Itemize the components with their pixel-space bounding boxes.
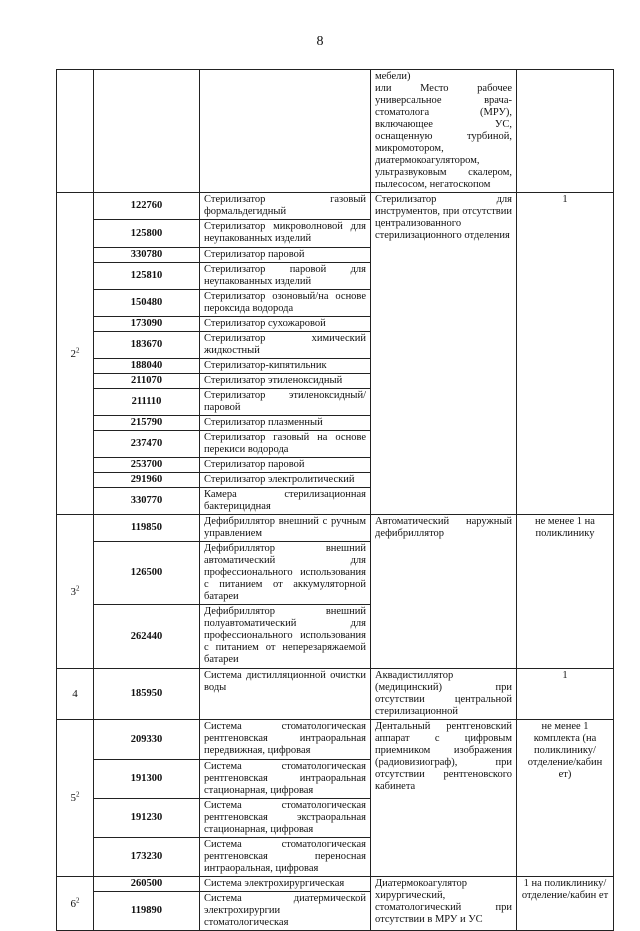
requirement-cell: Автоматический наружный дефибриллятор <box>371 515 517 669</box>
item-code: 211070 <box>94 374 200 389</box>
item-name: Стерилизатор паровой для неупакованных изделий <box>200 263 371 290</box>
item-name: Дефибриллятор внешний автоматический для профессионального использования с питанием от аккумуляторной батареи <box>200 542 371 605</box>
item-code: 215790 <box>94 416 200 431</box>
table-row <box>57 669 614 720</box>
item-name: Стерилизатор озоновый/на основе пероксида водорода <box>200 290 371 317</box>
table-row <box>57 515 614 542</box>
quantity-cell: не менее 1 на поликлинику <box>517 515 614 669</box>
quantity-cell: 1 на поликлинику/ отделение/кабин ет <box>517 877 614 931</box>
quantity-cell: не менее 1 комплекта (на поликлинику/ отделение/кабин ет) <box>517 720 614 877</box>
item-code: 119850 <box>94 515 200 542</box>
item-name: Система стоматологическая рентгеновская переносная интраоральная, цифровая <box>200 838 371 877</box>
item-code: 253700 <box>94 458 200 473</box>
name-cell <box>200 70 371 193</box>
row-number-cell <box>57 669 94 720</box>
item-code: 185950 <box>94 669 200 720</box>
row-number: 5 <box>70 792 76 804</box>
item-name: Дефибриллятор внешний полуавтоматический для профессионального использования с питанием от неперезаряжаемой батареи <box>200 605 371 669</box>
item-code: 237470 <box>94 431 200 458</box>
footnote-marker: 2 <box>76 345 80 354</box>
item-name: Система диатермической электрохирургии стоматологическая <box>200 892 371 931</box>
code-cell <box>94 70 200 193</box>
requirement-cell: Аквадистиллятор (медицинский) при отсутствии центральной стерилизационной <box>371 669 517 720</box>
item-name: Стерилизатор паровой <box>200 458 371 473</box>
item-code: 150480 <box>94 290 200 317</box>
requirement-cell: Дентальный рентгеновский аппарат с цифровым приемником изображения (радиовизиограф), при отсутствии рентгеновского кабинета <box>371 720 517 877</box>
requirement-cell: Диатермокоагулятор хирургический, стоматологический при отсутствии в МРУ и УС <box>371 877 517 931</box>
row-number-cell <box>57 515 94 669</box>
group-2 <box>57 193 614 515</box>
item-code: 330770 <box>94 488 200 515</box>
quantity-cell: 1 <box>517 669 614 720</box>
item-code: 211110 <box>94 389 200 416</box>
quantity-cell: 1 <box>517 193 614 515</box>
item-name: Система дистилляционной очистки воды <box>200 669 371 720</box>
item-code: 183670 <box>94 332 200 359</box>
item-code: 191300 <box>94 760 200 799</box>
table-row <box>57 720 614 760</box>
footnote-marker: 2 <box>76 895 80 904</box>
item-name: Стерилизатор микроволновой для неупакованных изделий <box>200 220 371 248</box>
item-name: Стерилизатор газовый на основе перекиси водорода <box>200 431 371 458</box>
item-name: Стерилизатор химический жидкостный <box>200 332 371 359</box>
table-row <box>57 193 614 220</box>
item-name: Стерилизатор-кипятильник <box>200 359 371 374</box>
item-code: 173230 <box>94 838 200 877</box>
item-code: 173090 <box>94 317 200 332</box>
item-code: 262440 <box>94 605 200 669</box>
item-name: Стерилизатор газовый формальдегидный <box>200 193 371 220</box>
row-number-cell <box>57 193 94 515</box>
page-number: 8 <box>316 34 324 49</box>
table-row <box>57 877 614 892</box>
item-code: 291960 <box>94 473 200 488</box>
quantity-cell <box>517 70 614 193</box>
row-number-cell <box>57 720 94 877</box>
item-name: Система стоматологическая рентгеновская экстраоральная стационарная, цифровая <box>200 799 371 838</box>
item-code: 330780 <box>94 248 200 263</box>
item-name: Система электрохирургическая <box>200 877 371 892</box>
item-code: 191230 <box>94 799 200 838</box>
item-name: Стерилизатор электролитический <box>200 473 371 488</box>
item-code: 260500 <box>94 877 200 892</box>
requirement-cell: Стерилизатор для инструментов, при отсутствии централизованного стерилизационного отделения <box>371 193 517 515</box>
footnote-marker: 2 <box>76 583 80 592</box>
row-number: 2 <box>70 347 76 360</box>
group-4 <box>57 669 614 720</box>
item-name: Стерилизатор этиленоксидный <box>200 374 371 389</box>
item-code: 125800 <box>94 220 200 248</box>
group-6 <box>57 877 614 931</box>
group-3 <box>57 515 614 669</box>
requirement-cell: мебели) или Место рабочее универсальное врача-стоматолога (МРУ), включающее УС, оснащенную турбиной, микромотором, диатермокоагулятором, ультразвуковым скалером, пылесосом, негатоскопом <box>371 70 517 193</box>
item-code: 209330 <box>94 720 200 760</box>
item-name: Стерилизатор плазменный <box>200 416 371 431</box>
continuation-row <box>57 70 614 193</box>
footnote-marker: 2 <box>76 790 80 799</box>
group-5 <box>57 720 614 877</box>
item-name: Система стоматологическая рентгеновская интраоральная стационарная, цифровая <box>200 760 371 799</box>
row-number: 6 <box>70 897 76 910</box>
item-code: 119890 <box>94 892 200 931</box>
item-name: Стерилизатор сухожаровой <box>200 317 371 332</box>
item-code: 188040 <box>94 359 200 374</box>
item-code: 126500 <box>94 542 200 605</box>
row-number-cell <box>57 70 94 193</box>
item-name: Стерилизатор этиленоксидный/паровой <box>200 389 371 416</box>
item-code: 125810 <box>94 263 200 290</box>
item-name: Система стоматологическая рентгеновская интраоральная передвижная, цифровая <box>200 720 371 760</box>
row-number: 4 <box>72 688 78 700</box>
item-name: Стерилизатор паровой <box>200 248 371 263</box>
item-code: 122760 <box>94 193 200 220</box>
row-number: 3 <box>70 585 76 598</box>
item-name: Дефибриллятор внешний с ручным управлением <box>200 515 371 542</box>
item-name: Камера стерилизационная бактерицидная <box>200 488 371 515</box>
equipment-table <box>56 69 614 931</box>
row-number-cell <box>57 877 94 931</box>
